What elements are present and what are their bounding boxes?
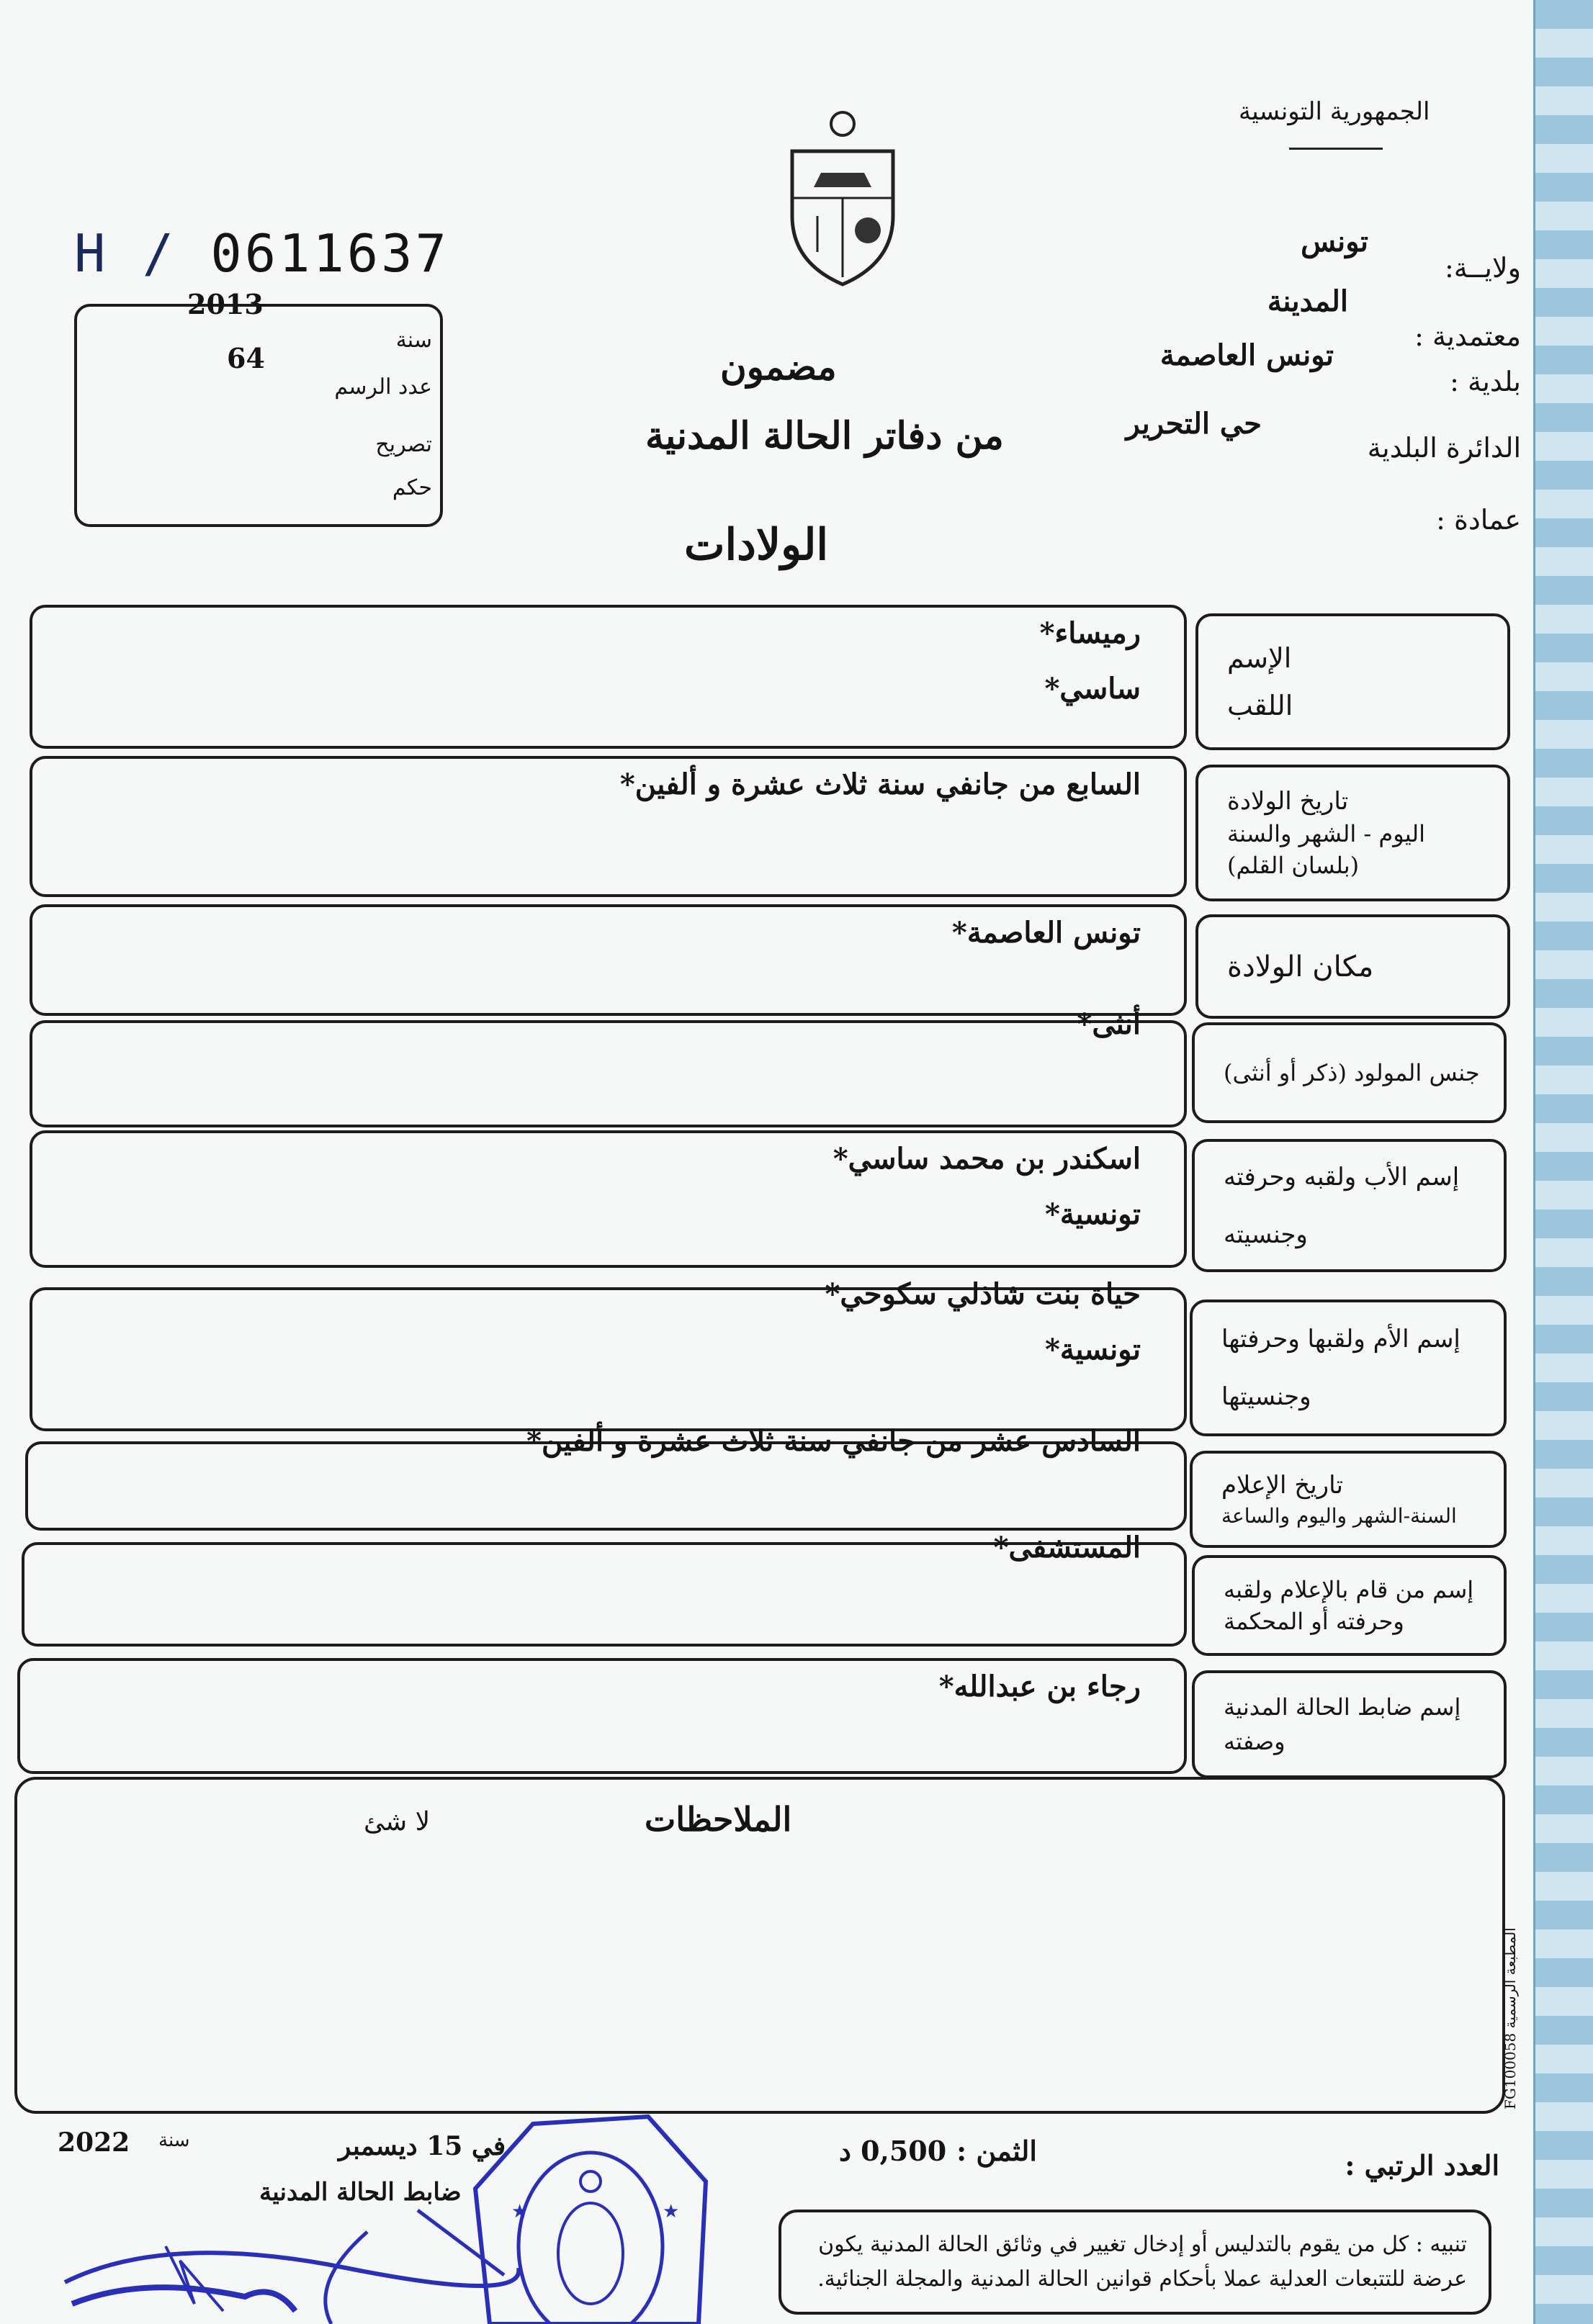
municipality-label: بلدية : xyxy=(1450,366,1521,397)
row-name-value-box xyxy=(30,605,1187,749)
officer-signature-label: ضابط الحالة المدنية xyxy=(259,2178,462,2207)
mother-name: حياة بنت شاذلي سكوحي* xyxy=(825,1277,1141,1311)
issue-year-value: 2022 xyxy=(58,2127,130,2158)
remarks-value: لا شئ xyxy=(364,1807,431,1837)
legal-notice: تنبيه : كل من يقوم بالتدليس أو إدخال تغيير في وثائق الحالة المدنية يكون عرضة للتتبعات العدلية عملا بأحكام قوانين الحالة المدنية والمجلة الجنائية. xyxy=(817,2232,1467,2292)
title-divider xyxy=(1289,148,1383,150)
label-in-words: (بلسان القلم) xyxy=(1227,852,1360,879)
row-declaration-date-label-box xyxy=(1190,1451,1507,1548)
handwritten-signature xyxy=(58,2160,562,2324)
remarks-label: الملاحظات xyxy=(645,1800,792,1839)
delegation-value: المدينة xyxy=(1267,284,1348,318)
svg-text:★: ★ xyxy=(663,2201,680,2222)
row-mother-label-box xyxy=(1190,1300,1507,1436)
row-birthplace-label-box xyxy=(1195,914,1510,1019)
register-year-label: سنة xyxy=(395,328,432,353)
label-day-month-year: اليوم - الشهر والسنة xyxy=(1227,820,1426,847)
label-officer: إسم ضابط الحالة المدنية xyxy=(1224,1693,1461,1721)
serial-number: 0611637 xyxy=(210,223,449,284)
tunisia-emblem xyxy=(785,108,900,288)
row-father-value-box xyxy=(30,1130,1187,1268)
row-officer-label-box xyxy=(1192,1670,1507,1778)
label-declarant-occupation: وحرفته أو المحكمة xyxy=(1224,1608,1404,1635)
issue-date: في 15 ديسمبر xyxy=(338,2131,506,2161)
wilaya-value: تونس xyxy=(1301,225,1368,258)
label-surname: اللقب xyxy=(1227,690,1293,721)
register-year-value: 2013 xyxy=(187,288,264,320)
judgment-label: حكم xyxy=(392,475,432,500)
imada-label: عمادة : xyxy=(1436,504,1521,536)
row-officer-value-box xyxy=(17,1658,1187,1774)
price-value: 0,500 د xyxy=(839,2135,947,2167)
label-father-nationality: وجنسيته xyxy=(1224,1220,1308,1249)
label-mother: إسم الأم ولقبها وحرفتها xyxy=(1221,1325,1460,1354)
security-border xyxy=(1533,0,1593,2324)
district-value: حي التحرير xyxy=(1126,407,1262,441)
declaration-date: السادس عشر من جانفي سنة ثلاث عشرة و ألفين* xyxy=(526,1424,1141,1458)
label-officer-title: وصفته xyxy=(1224,1728,1285,1755)
legal-notice-box xyxy=(778,2210,1491,2315)
row-declarant-value-box xyxy=(22,1531,1187,1647)
label-declaration-date: تاريخ الإعلام xyxy=(1221,1471,1343,1500)
label-father: إسم الأب ولقبه وحرفته xyxy=(1224,1162,1460,1192)
register-number-value: 64 xyxy=(227,342,265,374)
title-line1: مضمون xyxy=(720,346,837,388)
price-label: الثمن : xyxy=(956,2135,1037,2167)
section-title: الولادات xyxy=(684,520,829,570)
row-sex-value-box xyxy=(30,1007,1187,1127)
row-declaration-date-value-box xyxy=(25,1424,1187,1531)
serial-prefix: H / xyxy=(74,223,177,284)
issue-year-label: سنة xyxy=(158,2130,190,2151)
municipality-value: تونس العاصمة xyxy=(1159,338,1334,372)
row-birthdate-label-box xyxy=(1195,765,1510,901)
svg-text:★: ★ xyxy=(511,2201,529,2222)
surname: ساسي* xyxy=(1044,672,1141,706)
row-name-label-box xyxy=(1195,613,1510,750)
republic-title: الجمهورية التونسية xyxy=(1239,97,1430,126)
delegation-label: معتمدية : xyxy=(1414,320,1521,352)
printer-code: المطبعة الرسمية FG100058 xyxy=(1502,1927,1519,2109)
row-mother-value-box xyxy=(30,1277,1187,1431)
wilaya-label: ولايــة: xyxy=(1444,252,1521,284)
declarant: المستشفى* xyxy=(993,1531,1141,1564)
birth-place: تونس العاصمة* xyxy=(951,916,1141,950)
birth-date: السابع من جانفي سنة ثلاث عشرة و ألفين* xyxy=(619,767,1141,801)
row-declarant-label-box xyxy=(1192,1555,1507,1656)
officer-name: رجاء بن عبدالله* xyxy=(938,1670,1141,1703)
register-number-label: عدد الرسم xyxy=(334,374,432,400)
label-year-month-day-hour: السنة-الشهر واليوم والساعة xyxy=(1221,1504,1457,1528)
label-mother-nationality: وجنسيتها xyxy=(1221,1382,1311,1411)
label-sex: جنس المولود (ذكر أو أنثى) xyxy=(1224,1059,1480,1086)
sex: أنثى* xyxy=(1077,1007,1141,1041)
register-box xyxy=(74,304,443,527)
father-name: اسكندر بن محمد ساسي* xyxy=(833,1142,1141,1176)
father-nationality: تونسية* xyxy=(1044,1197,1141,1231)
mother-nationality: تونسية* xyxy=(1044,1333,1141,1366)
row-sex-label-box xyxy=(1192,1022,1507,1123)
declaration-label: تصريح xyxy=(375,432,432,457)
given-name: رميساء* xyxy=(1039,616,1141,650)
row-father-label-box xyxy=(1192,1139,1507,1272)
label-birth-date: تاريخ الولادة xyxy=(1227,787,1349,816)
label-declarant: إسم من قام بالإعلام ولقبه xyxy=(1224,1576,1474,1603)
label-name: الإسم xyxy=(1227,642,1292,674)
row-birthplace-value-box xyxy=(30,904,1187,1016)
row-birthdate-value-box xyxy=(30,756,1187,897)
serial-number-label: العدد الرتبي : xyxy=(1345,2149,1499,2181)
district-label: الدائرة البلدية xyxy=(1367,432,1521,464)
title-line2: من دفاتر الحالة المدنية xyxy=(645,414,1004,458)
label-birth-place: مكان الولادة xyxy=(1227,950,1374,983)
